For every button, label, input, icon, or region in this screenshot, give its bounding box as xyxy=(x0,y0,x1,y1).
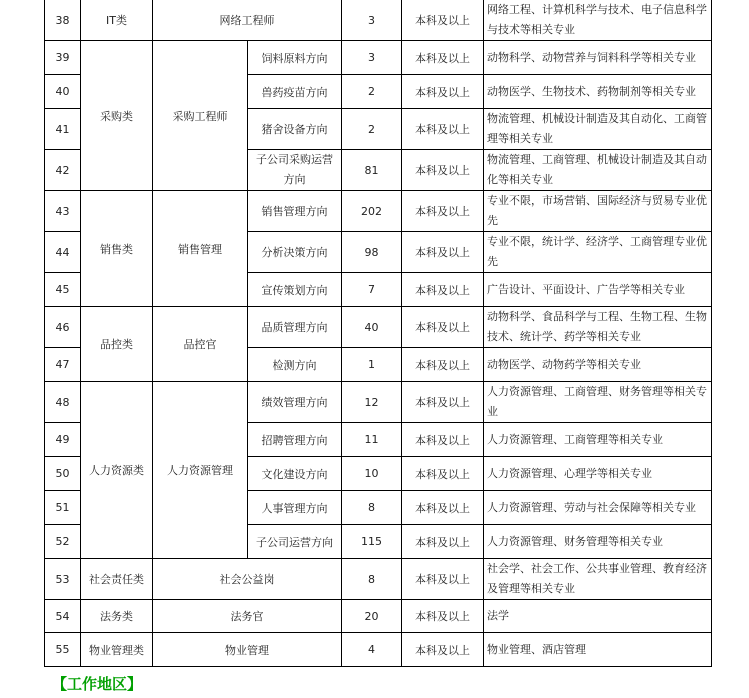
education-cell: 本科及以上 xyxy=(402,382,484,423)
row-number: 55 xyxy=(45,633,81,667)
major-cell: 专业不限，市场营销、国际经济与贸易专业优先 xyxy=(484,191,712,232)
count-cell: 1 xyxy=(342,348,402,382)
row-number: 42 xyxy=(45,150,81,191)
count-cell: 12 xyxy=(342,382,402,423)
direction-cell: 宣传策划方向 xyxy=(248,273,342,307)
post-cell: 物业管理 xyxy=(153,633,342,667)
category-cell: 物业管理类 xyxy=(81,633,153,667)
direction-cell: 品质管理方向 xyxy=(248,307,342,348)
count-cell: 20 xyxy=(342,600,402,633)
education-cell: 本科及以上 xyxy=(402,273,484,307)
major-cell: 法学 xyxy=(484,600,712,633)
count-cell: 115 xyxy=(342,525,402,559)
row-number: 51 xyxy=(45,491,81,525)
education-cell: 本科及以上 xyxy=(402,41,484,75)
major-cell: 广告设计、平面设计、广告学等相关专业 xyxy=(484,273,712,307)
education-cell: 本科及以上 xyxy=(402,525,484,559)
major-cell: 物业管理、酒店管理 xyxy=(484,633,712,667)
category-cell: 销售类 xyxy=(81,191,153,307)
row-number: 38 xyxy=(45,0,81,41)
post-cell: 采购工程师 xyxy=(153,41,248,191)
direction-cell: 兽药疫苗方向 xyxy=(248,75,342,109)
row-number: 52 xyxy=(45,525,81,559)
post-cell: 销售管理 xyxy=(153,191,248,307)
major-cell: 动物医学、生物技术、药物制剂等相关专业 xyxy=(484,75,712,109)
count-cell: 98 xyxy=(342,232,402,273)
post-cell: 人力资源管理 xyxy=(153,382,248,559)
row-number: 41 xyxy=(45,109,81,150)
category-cell: 法务类 xyxy=(81,600,153,633)
major-cell: 人力资源管理、劳动与社会保障等相关专业 xyxy=(484,491,712,525)
direction-cell: 销售管理方向 xyxy=(248,191,342,232)
direction-cell: 绩效管理方向 xyxy=(248,382,342,423)
table-row xyxy=(45,307,712,348)
major-cell: 动物科学、食品科学与工程、生物工程、生物技术、统计学、药学等相关专业 xyxy=(484,307,712,348)
row-number: 46 xyxy=(45,307,81,348)
major-cell: 人力资源管理、财务管理等相关专业 xyxy=(484,525,712,559)
row-number: 40 xyxy=(45,75,81,109)
table-row xyxy=(45,0,712,41)
education-cell: 本科及以上 xyxy=(402,457,484,491)
post-cell: 社会公益岗 xyxy=(153,559,342,600)
row-number: 54 xyxy=(45,600,81,633)
table-row xyxy=(45,191,712,232)
major-cell: 人力资源管理、工商管理等相关专业 xyxy=(484,423,712,457)
major-cell: 社会学、社会工作、公共事业管理、教育经济及管理等相关专业 xyxy=(484,559,712,600)
row-number: 48 xyxy=(45,382,81,423)
major-cell: 网络工程、计算机科学与技术、电子信息科学与技术等相关专业 xyxy=(484,0,712,41)
education-cell: 本科及以上 xyxy=(402,491,484,525)
count-cell: 81 xyxy=(342,150,402,191)
direction-cell: 检测方向 xyxy=(248,348,342,382)
major-cell: 物流管理、机械设计制造及其自动化、工商管理等相关专业 xyxy=(484,109,712,150)
count-cell: 2 xyxy=(342,75,402,109)
count-cell: 4 xyxy=(342,633,402,667)
count-cell: 8 xyxy=(342,491,402,525)
direction-cell: 饲料原料方向 xyxy=(248,41,342,75)
education-cell: 本科及以上 xyxy=(402,75,484,109)
row-number: 44 xyxy=(45,232,81,273)
post-cell: 网络工程师 xyxy=(153,0,342,41)
category-cell: 采购类 xyxy=(81,41,153,191)
category-cell: IT类 xyxy=(81,0,153,41)
count-cell: 40 xyxy=(342,307,402,348)
row-number: 43 xyxy=(45,191,81,232)
education-cell: 本科及以上 xyxy=(402,559,484,600)
education-cell: 本科及以上 xyxy=(402,109,484,150)
education-cell: 本科及以上 xyxy=(402,348,484,382)
education-cell: 本科及以上 xyxy=(402,232,484,273)
major-cell: 动物科学、动物营养与饲料科学等相关专业 xyxy=(484,41,712,75)
direction-cell: 分析决策方向 xyxy=(248,232,342,273)
major-cell: 动物医学、动物药学等相关专业 xyxy=(484,348,712,382)
table-row xyxy=(45,633,712,667)
direction-cell: 子公司采购运营方向 xyxy=(248,150,342,191)
education-cell: 本科及以上 xyxy=(402,600,484,633)
education-cell: 本科及以上 xyxy=(402,423,484,457)
education-cell: 本科及以上 xyxy=(402,0,484,41)
major-cell: 专业不限，统计学、经济学、工商管理专业优先 xyxy=(484,232,712,273)
category-cell: 品控类 xyxy=(81,307,153,382)
count-cell: 11 xyxy=(342,423,402,457)
education-cell: 本科及以上 xyxy=(402,191,484,232)
major-cell: 人力资源管理、心理学等相关专业 xyxy=(484,457,712,491)
row-number: 53 xyxy=(45,559,81,600)
category-cell: 社会责任类 xyxy=(81,559,153,600)
direction-cell: 招聘管理方向 xyxy=(248,423,342,457)
direction-cell: 文化建设方向 xyxy=(248,457,342,491)
row-number: 47 xyxy=(45,348,81,382)
table-row xyxy=(45,600,712,633)
post-cell: 法务官 xyxy=(153,600,342,633)
row-number: 45 xyxy=(45,273,81,307)
direction-cell: 人事管理方向 xyxy=(248,491,342,525)
category-cell: 人力资源类 xyxy=(81,382,153,559)
table-row xyxy=(45,382,712,423)
count-cell: 7 xyxy=(342,273,402,307)
education-cell: 本科及以上 xyxy=(402,633,484,667)
count-cell: 8 xyxy=(342,559,402,600)
count-cell: 10 xyxy=(342,457,402,491)
table-row xyxy=(45,41,712,75)
recruitment-table xyxy=(44,0,712,667)
table-row xyxy=(45,559,712,600)
education-cell: 本科及以上 xyxy=(402,150,484,191)
count-cell: 2 xyxy=(342,109,402,150)
row-number: 50 xyxy=(45,457,81,491)
education-cell: 本科及以上 xyxy=(402,307,484,348)
count-cell: 202 xyxy=(342,191,402,232)
direction-cell: 猪舍设备方向 xyxy=(248,109,342,150)
count-cell: 3 xyxy=(342,0,402,41)
major-cell: 人力资源管理、工商管理、财务管理等相关专业 xyxy=(484,382,712,423)
direction-cell: 子公司运营方向 xyxy=(248,525,342,559)
section-heading-work-location: 【工作地区】 xyxy=(52,675,143,693)
row-number: 49 xyxy=(45,423,81,457)
major-cell: 物流管理、工商管理、机械设计制造及其自动化等相关专业 xyxy=(484,150,712,191)
post-cell: 品控官 xyxy=(153,307,248,382)
row-number: 39 xyxy=(45,41,81,75)
count-cell: 3 xyxy=(342,41,402,75)
